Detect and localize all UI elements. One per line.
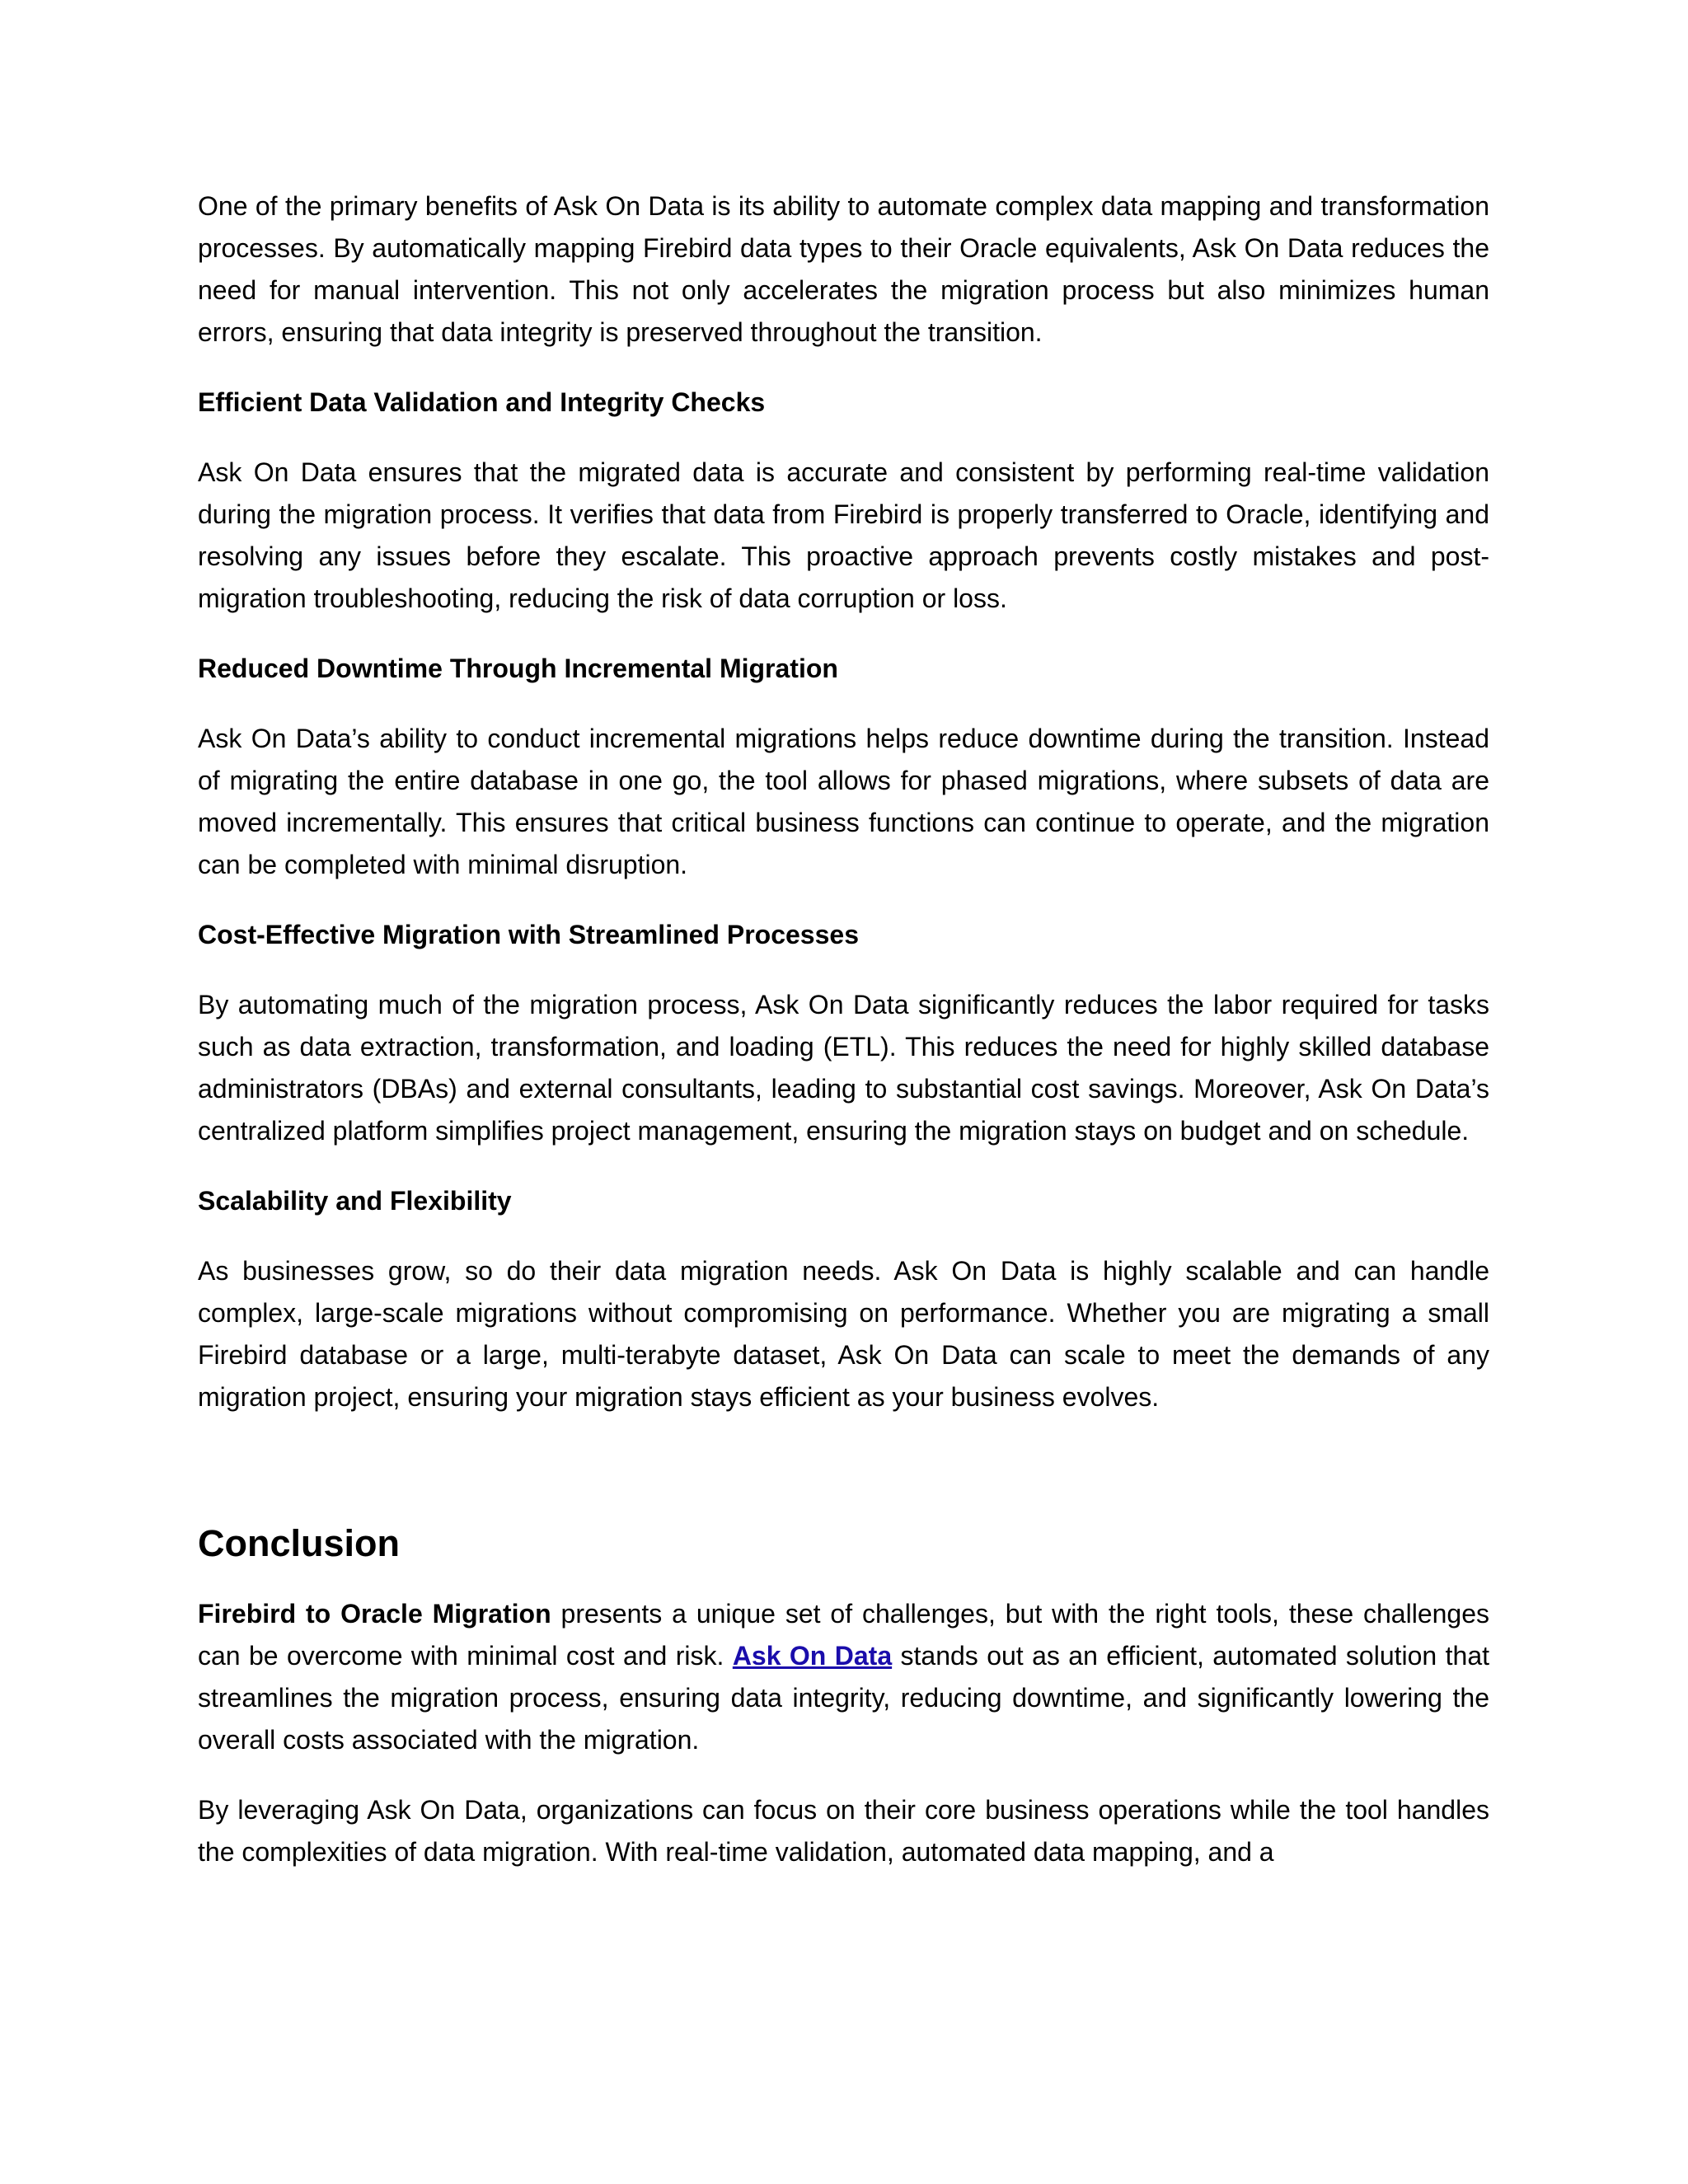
ask-on-data-link[interactable]: Ask On Data [732, 1641, 893, 1671]
paragraph-cost: By automating much of the migration process, Ask On Data significantly reduces the labor required for tasks such as data extraction, transformation, and loading (ETL). This reduces the need for highly skilled database administrators (DBAs) and external consultants, leading to substantial cost savings. Moreover, Ask On Data’s centralized platform simplifies project management, ensuring the migration stays on budget and on schedule. [198, 990, 1489, 1146]
document-page [198, 185, 1489, 1873]
bold-lead-text: Firebird to Oracle Migration [198, 1599, 551, 1629]
paragraph-downtime: Ask On Data’s ability to conduct incremental migrations helps reduce downtime during the transition. Instead of migrating the entire database in one go, the tool allows for phased migrations, where subsets of data are moved incrementally. This ensures that critical business functions can continue to operate, and the migration can be completed with minimal disruption. [198, 724, 1489, 879]
subheading-validation: Efficient Data Validation and Integrity Checks [198, 387, 766, 417]
conclusion-text-b: stands out as an efficient, automated solution that streamlines the migration process, ensuring data integrity, reducing downtime, and significantly lowering the overall costs associated with the migration. [198, 1641, 1490, 1755]
paragraph-conclusion-1 [198, 1593, 1489, 1761]
subheading-scalability: Scalability and Flexibility [198, 1186, 512, 1216]
conclusion-text-a: presents a unique set of challenges, but with the right tools, these challenges can be overcome with minimal cost and risk. [198, 1599, 1490, 1671]
conclusion-heading: Conclusion [198, 1522, 400, 1564]
paragraph-scalability: As businesses grow, so do their data migration needs. Ask On Data is highly scalable and can handle complex, large-scale migrations without compromising on performance. Whether you are migrating a small Firebird database or a large, multi-terabyte dataset, Ask On Data can scale to meet the demands of any migration project, ensuring your migration stays efficient as your business evolves. [198, 1256, 1489, 1412]
paragraph-conclusion-2: By leveraging Ask On Data, organizations can focus on their core business operations while the tool handles the complexities of data migration. With real-time validation, automated data mapping, and a [198, 1795, 1489, 1867]
subheading-cost: Cost-Effective Migration with Streamlined Processes [198, 920, 859, 949]
paragraph-automation: One of the primary benefits of Ask On Data is its ability to automate complex data mapping and transformation processes. By automatically mapping Firebird data types to their Oracle equivalents, Ask On Data reduces the need for manual intervention. This not only accelerates the migration process but also minimizes human errors, ensuring that data integrity is preserved throughout the transition. [198, 191, 1489, 347]
subheading-downtime: Reduced Downtime Through Incremental Migration [198, 654, 838, 683]
paragraph-validation: Ask On Data ensures that the migrated data is accurate and consistent by performing real-time validation during the migration process. It verifies that data from Firebird is properly transferred to Oracle, identifying and resolving any issues before they escalate. This proactive approach prevents costly mistakes and post-migration troubleshooting, reducing the risk of data corruption or loss. [198, 457, 1489, 613]
